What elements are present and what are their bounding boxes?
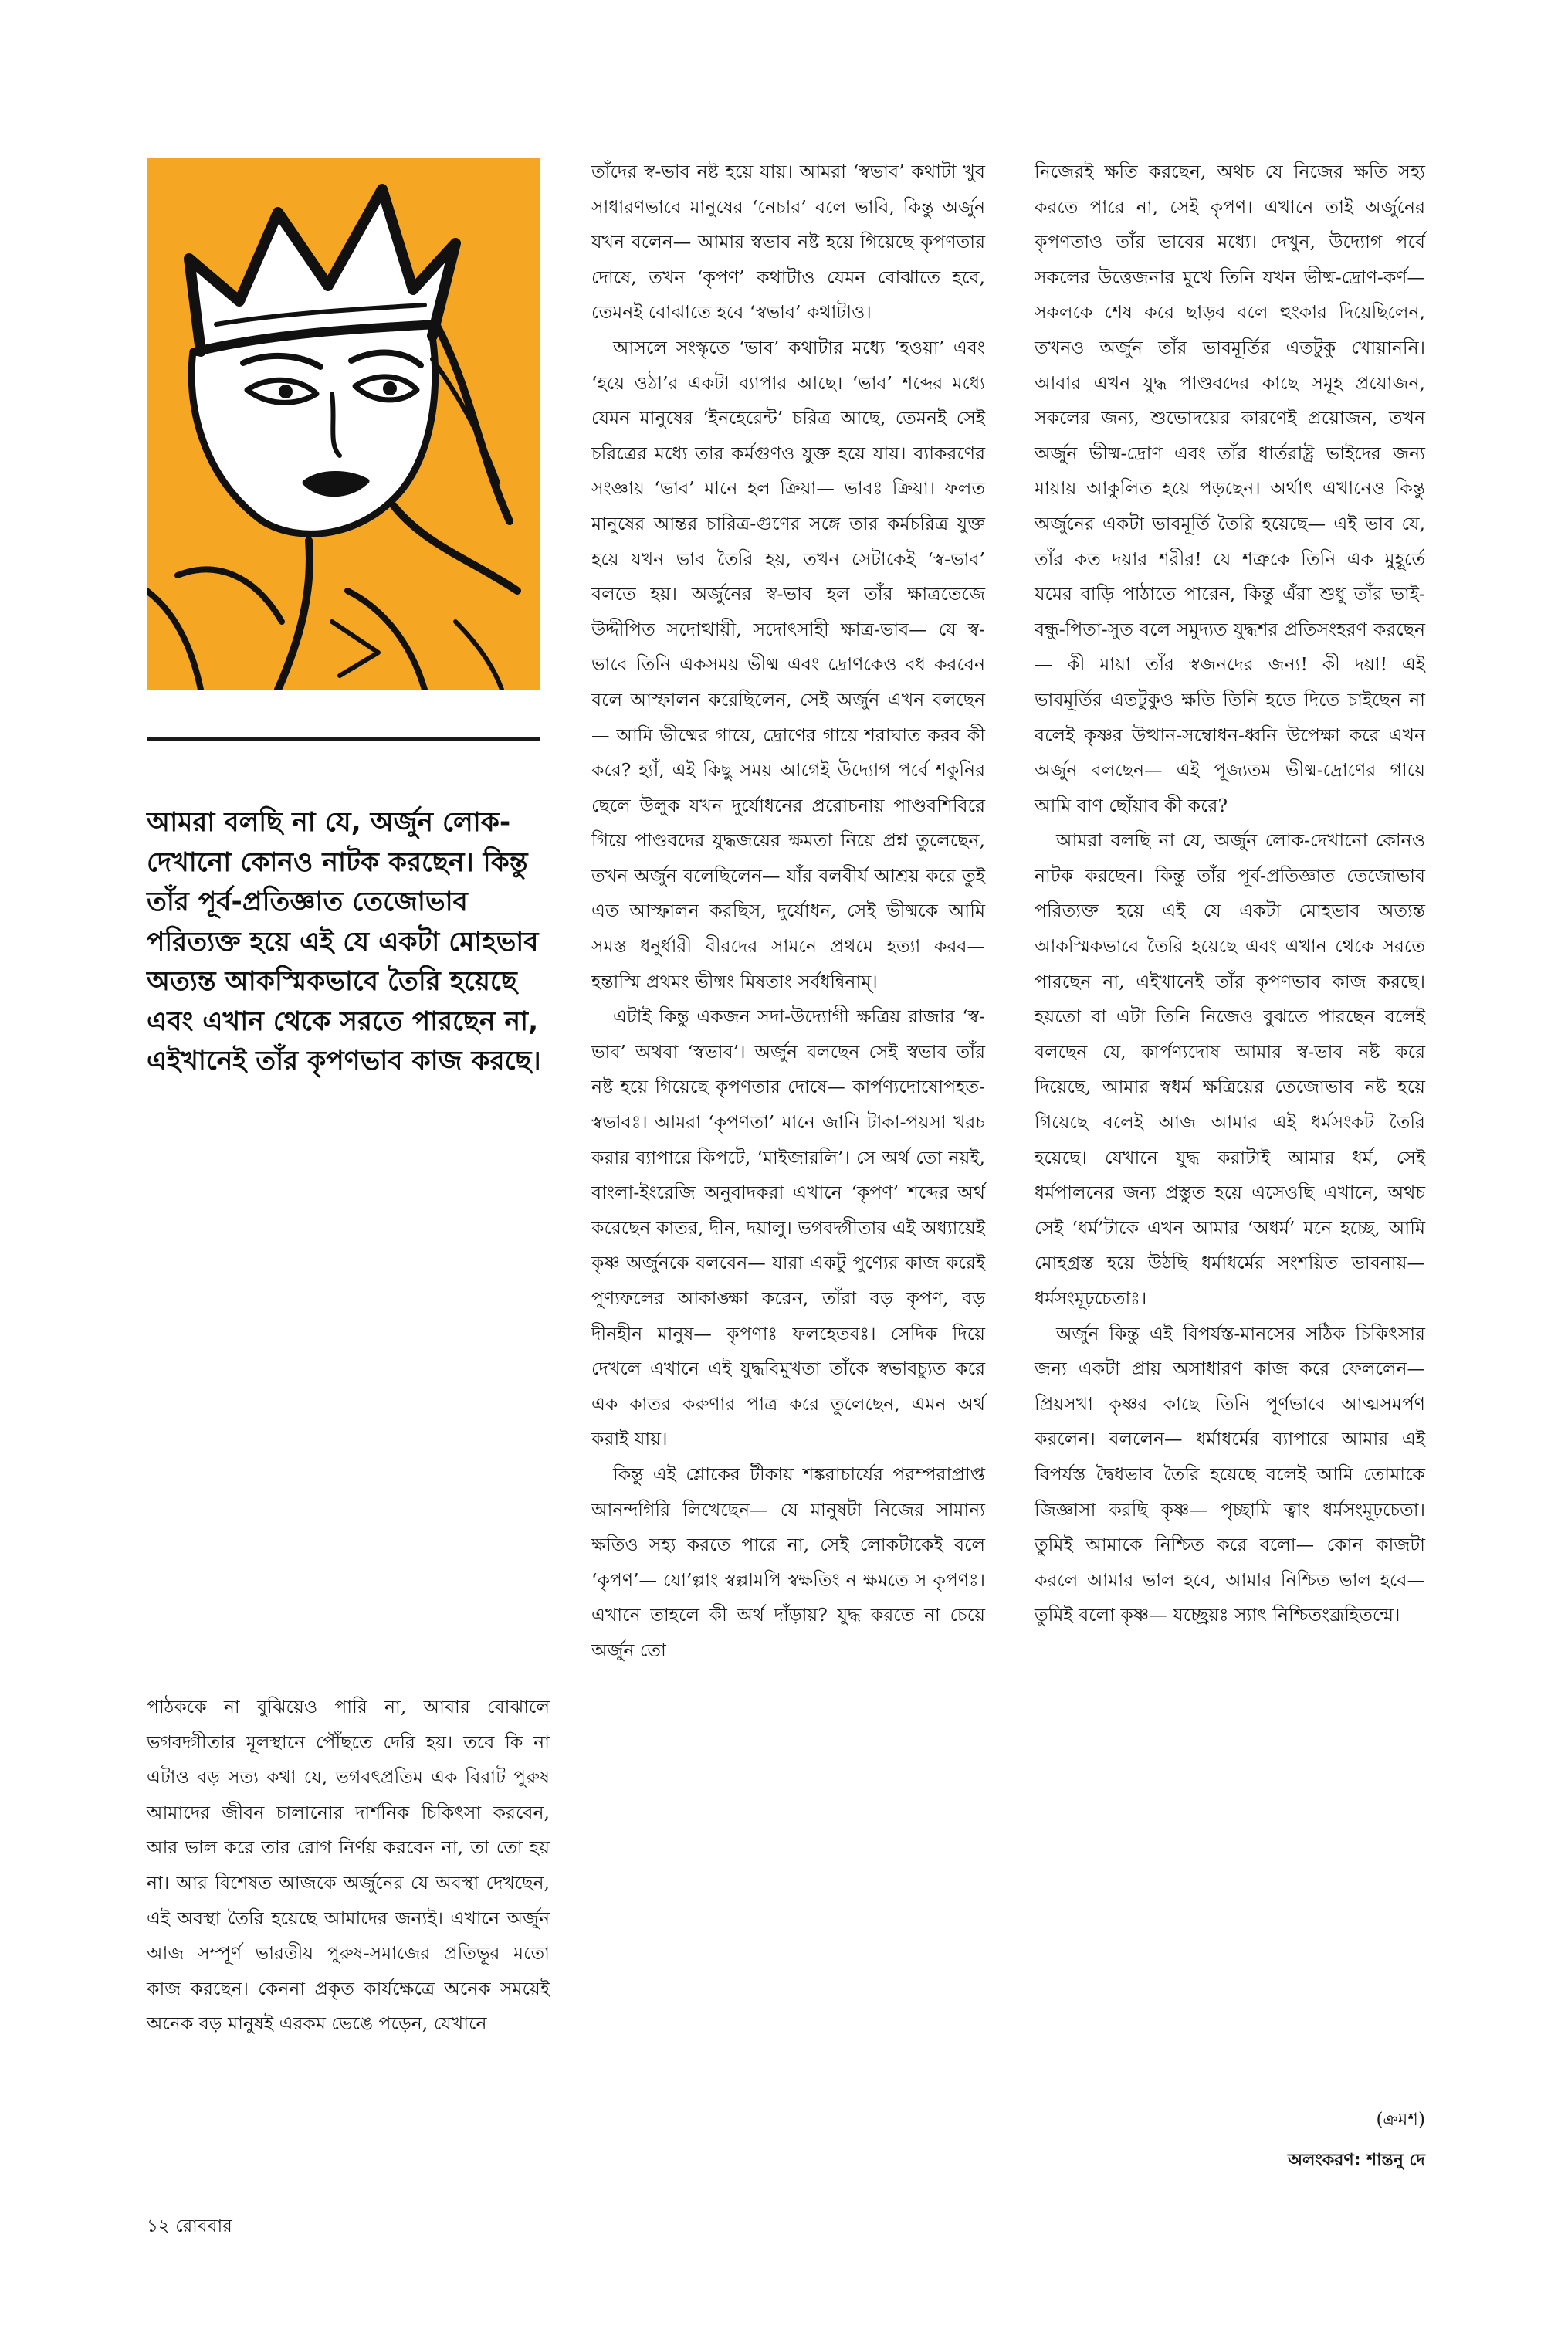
paragraph: কিন্তু এই শ্লোকের টীকায় শঙ্করাচার্যের পরম্পরাপ্রাপ্ত আনন্দগিরি লিখেছেন— যে মানুষটা নিজের সামান্য ক্ষতিও সহ্য করতে পারে না, সেই লোকটাকেই বলে ‘কৃপণ’— যো’ল্পাং স্বল্পামপি স্বক্ষতিং ন ক্ষমতে স কৃপণঃ। এখানে তাহলে কী অর্থ দাঁড়ায়? যুদ্ধ করতে না চেয়ে অর্জুন তো (591, 1463, 985, 1661)
paragraph: পাঠককে না বুঝিয়েও পারি না, আবার বোঝালে ভগবদ্গীতার মূলস্থানে পৌঁছতে দেরি হয়। তবে কি না এটাও বড় সত্য কথা যে, ভগবৎপ্রতিম এক বিরাট পুরুষ আমাদের জীবন চালানোর দার্শনিক চিকিৎসা করবেন, আর ভাল করে তার রোগ নির্ণয় করবেন না, তা তো হয় না। আর বিশেষত আজকে অর্জুনের যে অবস্থা দেখছেন, এই অবস্থা তৈরি হয়েছে আমাদের জন্যই। এখানে অর্জুন আজ সম্পূর্ণ ভারতীয় পুরুষ-সমাজের প্রতিভূর মতো কাজ করছেন। কেননা প্রকৃত কার্যক্ষেত্রে অনেক সময়েই অনেক বড় মানুষই এরকম ভেঙে পড়েন, যেখানে (147, 1696, 550, 2035)
to-be-continued-label: (ক্রমশ) (1376, 2110, 1425, 2130)
paragraph: এটাই কিন্তু একজন সদা-উদ্যোগী ক্ষত্রিয় রাজার ‘স্ব-ভাব’ অথবা ‘স্বভাব’। অর্জুন বলছেন সেই স্বভাব তাঁর নষ্ট হয়ে গিয়েছে কৃপণতার দোষে— কার্পণ্যদোষোপহত-স্বভাবঃ। আমরা ‘কৃপণতা’ মানে জানি টাকা-পয়সা খরচ করার ব্যাপারে কিপটে, ‘মাইজারলি’। সে অর্থ তো নয়ই, বাংলা-ইংরেজি অনুবাদকরা এখানে ‘কৃপণ’ শব্দের অর্থ করেছেন কাতর, দীন, দয়ালু। ভগবদ্গীতার এই অধ্যায়েই কৃষ্ণ অর্জুনকে বলবেন— যারা একটু পুণ্যের কাজ করেই পুণ্যফলের আকাঙ্ক্ষা করেন, তাঁরা বড় কৃপণ, বড় দীনহীন মানুষ— কৃপণাঃ ফলহেতবঃ। সেদিক দিয়ে দেখলে এখানে এই যুদ্ধবিমুখতা তাঁকে স্বভাবচ্যুত করে এক কাতর করুণার পাত্র করে তুলেছেন, এমন অর্থ করাই যায়। (591, 1005, 985, 1450)
paragraph: অর্জুন কিন্তু এই বিপর্যস্ত-মানসের সঠিক চিকিৎসার জন্য একটা প্রায় অসাধারণ কাজ করে ফেললেন— প্রিয়সখা কৃষ্ণর কাছে তিনি পূর্ণভাবে আত্মসমর্পণ করলেন। বললেন— ধর্মাধর্মের ব্যাপারে আমার এই বিপর্যস্ত দ্বৈধভাব তৈরি হয়েছে বলেই আমি তোমাকে জিজ্ঞাসা করছি কৃষ্ণ— পৃচ্ছামি ত্বাং ধর্মসংমূঢ়চেতা। তুমিই আমাকে নিশ্চিত করে বলো— কোন কাজটা করলে আমার ভাল হবে, আমার নিশ্চিত ভাল হবে— তুমিই বলো কৃষ্ণ— যচ্ছ্রেয়ঃ স্যাৎ নিশ্চিতংব্রূহিতন্মে। (1035, 1322, 1425, 1626)
pull-quote (147, 803, 548, 1082)
paragraph: আসলে সংস্কৃতে ‘ভাব’ কথাটার মধ্যে ‘হওয়া’ এবং ‘হয়ে ওঠা’র একটা ব্যাপার আছে। ‘ভাব’ শব্দের মধ্যে যেমন মানুষের ‘ইনহেরেন্ট’ চরিত্র আছে, তেমনই সেই চরিত্রের মধ্যে তার কর্মগুণও যুক্ত হয়ে যায়। ব্যাকরণের সংজ্ঞায় ‘ভাব’ মানে হল ক্রিয়া— ভাবঃ ক্রিয়া। ফলত মানুষের আন্তর চারিত্র-গুণের সঙ্গে তার কর্মচরিত্র যুক্ত হয়ে যখন ভাব তৈরি হয়, তখন সেটাকেই ‘স্ব-ভাব’ বলতে হয়। অর্জুনের স্ব-ভাব হল তাঁর ক্ষাত্রতেজে উদ্দীপিত সদোত্থায়ী, সদোৎসাহী ক্ষাত্র-ভাব— যে স্ব-ভাবে তিনি একসময় ভীষ্ম এবং দ্রোণকেও বধ করবেন বলে আস্ফালন করেছিলেন, সেই অর্জুন এখন বলছেন— আমি ভীষ্মের গায়ে, দ্রোণের গায়ে শরাঘাত করব কী করে? হ্যাঁ, এই কিছু সময় আগেই উদ্যোগ পর্বে শকুনির ছেলে উলুক যখন দুর্যোধনের প্ররোচনায় পাণ্ডবশিবিরে গিয়ে পাণ্ডবদের যুদ্ধজয়ের ক্ষমতা নিয়ে প্রশ্ন তুলেছেন, তখন অর্জুন বলেছিলেন— যাঁর বলবীর্য আশ্রয় করে তুই এত আস্ফালন করছিস, দুর্যোধন, সেই ভীষ্মকে আমি সমস্ত ধনুর্ধারী বীরদের সামনে প্রথমে হত্যা করব— হন্তাস্মি প্রথমং ভীষ্মং মিষতাং সর্বধন্বিনাম্। (591, 336, 985, 992)
section-divider (147, 737, 540, 741)
article-column-2 (591, 154, 985, 1669)
pull-quote-text: আমরা বলছি না যে, অর্জুন লোক-দেখানো কোনও নাটক করছেন। কিন্তু তাঁর পূর্ব-প্রতিজ্ঞাত তেজোভাব পরিত্যক্ত হয়ে এই যে একটা মোহভাব অত্যন্ত আকস্মিকভাবে তৈরি হয়েছে এবং এখান থেকে সরতে পারছেন না, এইখানেই তাঁর কৃপণভাব কাজ করছে। (147, 807, 541, 1077)
article-column-3 (1035, 154, 1425, 1633)
paragraph: তাঁদের স্ব-ভাব নষ্ট হয়ে যায়। আমরা ‘স্বভাব’ কথাটা খুব সাধারণভাবে মানুষের ‘নেচার’ বলে ভাবি, কিন্তু অর্জুন যখন বলেন— আমার স্বভাব নষ্ট হয়ে গিয়েছে কৃপণতার দোষে, তখন ‘কৃপণ’ কথাটাও যেমন বোঝাতে হবে, তেমনই বোঝাতে হবে ‘স্বভাব’ কথাটাও। (591, 161, 985, 324)
paragraph: নিজেরই ক্ষতি করছেন, অথচ যে নিজের ক্ষতি সহ্য করতে পারে না, সেই কৃপণ। এখানে তাই অর্জুনের কৃপণতাও তাঁর ভাবের মধ্যে। দেখুন, উদ্যোগ পর্বে সকলের উত্তেজনার মুখে তিনি যখন ভীষ্ম-দ্রোণ-কর্ণ— সকলকে শেষ করে ছাড়ব বলে হুংকার দিয়েছিলেন, তখনও অর্জুন তাঁর ভাবমূর্তির এতটুকু খোয়াননি। আবার এখন যুদ্ধ পাণ্ডবদের কাছে সমূহ প্রয়োজন, সকলের জন্য, শুভোদয়ের কারণেই প্রয়োজন, তখন অর্জুন ভীষ্ম-দ্রোণ এবং তাঁর ধার্তরাষ্ট্র ভাইদের জন্য মায়ায় আকুলিত হয়ে পড়ছেন। অর্থাৎ এখানেও কিন্তু অর্জুনের একটা ভাবমূর্তি তৈরি হয়েছে— এই ভাব যে, তাঁর কত দয়ার শরীর! যে শত্রুকে তিনি এক মুহূর্তে যমের বাড়ি পাঠাতে পারেন, কিন্তু এঁরা শুধু তাঁর ভাই-বন্ধু-পিতা-সুত বলে সমুদ্যত যুদ্ধশর প্রতিসংহরণ করছেন— কী মায়া তাঁর স্বজনদের জন্য! কী দয়া! এই ভাবমূর্তির এতটুকুও ক্ষতি তিনি হতে দিতে চাইছেন না বলেই কৃষ্ণর উত্থান-সম্বোধন-ধ্বনি উপেক্ষা করে এখন অর্জুন বলছেন— এই পূজ্যতম ভীষ্ম-দ্রোণের গায়ে আমি বাণ ছোঁয়াব কী করে? (1035, 161, 1425, 816)
arjuna-illustration (147, 158, 540, 690)
paragraph: আমরা বলছি না যে, অর্জুন লোক-দেখানো কোনও নাটক করছেন। কিন্তু তাঁর পূর্ব-প্রতিজ্ঞাত তেজোভাব পরিত্যক্ত হয়ে এই যে একটা মোহভাব অত্যন্ত আকস্মিকভাবে তৈরি হয়েছে এবং এখান থেকে সরতে পারছেন না, এইখানেই তাঁর কৃপণভাব কাজ করছে। হয়তো বা এটা তিনি নিজেও বুঝতে পারছেন বলেই বলছেন যে, কার্পণ্যদোষ আমার স্ব-ভাব নষ্ট করে দিয়েছে, আমার স্বধর্ম ক্ষত্রিয়ের তেজোভাব নষ্ট হয়ে গিয়েছে বলেই আজ আমার এই ধর্মসংকট তৈরি হয়েছে। যেখানে যুদ্ধ করাটাই আমার ধর্ম, সেই ধর্মপালনের জন্য প্রস্তুত হয়ে এসেওছি এখানে, অথচ সেই ‘ধর্ম’টাকে এখন আমার ‘অধর্ম’ মনে হচ্ছে, আমি মোহগ্রস্ত হয়ে উঠছি ধর্মাধর্মের সংশয়িত ভাবনায়— ধর্মসংমূঢ়চেতাঃ। (1035, 829, 1425, 1309)
article-column-1 (147, 1690, 550, 2042)
page-folio: ১২ রোববার (147, 2216, 232, 2236)
illustration-credit: অলংকরণ: শান্তনু দে (1287, 2151, 1425, 2170)
